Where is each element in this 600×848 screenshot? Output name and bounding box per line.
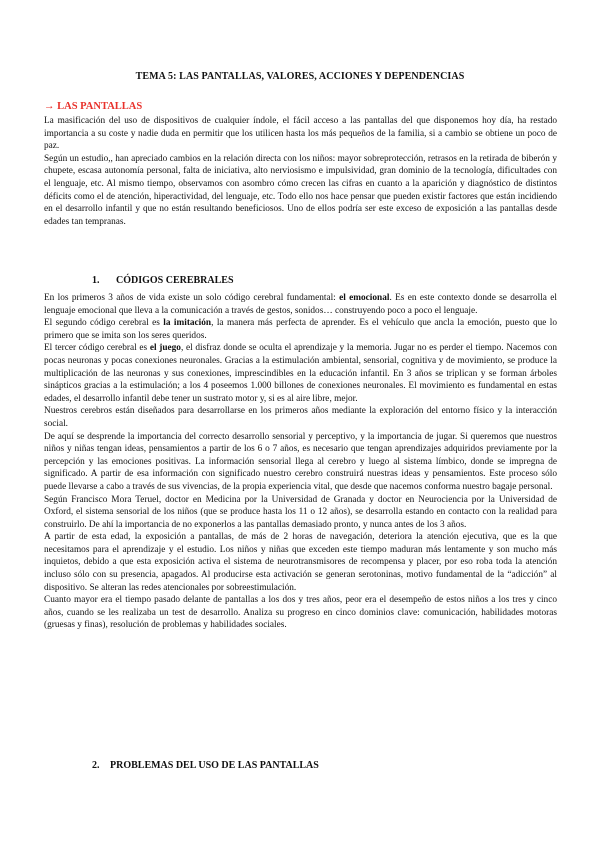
heading-text: PROBLEMAS DEL USO DE LAS PANTALLAS (110, 760, 319, 771)
section1-block (44, 292, 557, 632)
bold-emocional: el emocional (339, 293, 390, 303)
heading-problemas (92, 760, 319, 771)
bold-imitacion: la imitación (163, 318, 212, 329)
intro-block (44, 115, 557, 228)
section-label: → LAS PANTALLAS (44, 101, 143, 112)
bold-juego: el juego (149, 343, 181, 354)
intro-paragraph-2: Según un estudio,, han apreciado cambios en la relación directa con los niños: mayor sobreprotección, retrasos en la retirada de biberón y chupete, escasa autonomía personal, falta de iniciativa, alto nerviosismo e impulsividad, gran dominio de la tecnología, dificultades con el lenguaje, etc. Al mismo tiempo, observamos con asombro cómo crecen las cifras en cuanto a la aparición y diagnóstico de distintos déficits como el de atención, hiperactividad, del lenguaje, etc. Todo ello nos hace pensar que pueden existir factores que están incidiendo en el desarrollo infantil y que no están resultando beneficiosos. Uno de ellos podría ser este exceso de exposición a las pantallas desde edades tan tempranas. (44, 153, 557, 227)
paragraph-cerebros: Nuestros cerebros están diseñados para desarrollarse en los primeros años mediante la exploración del entorno físico y la interacción social. (44, 406, 557, 429)
heading-number: 2. (92, 760, 100, 771)
paragraph-exposicion: A partir de esta edad, la exposición a pantallas, de más de 2 horas de navegación, deteriora la atención ejecutiva, que es la que necesitamos para el aprendizaje y el estudio. Los niños y niñas que exceden este tiempo maduran más lentamente y son mucho más inquietos, debido a que esta exposición activa el sistema de neurotransmisores de recompensa y placer, por eso roba toda la atención incluso sólo con su presencia, apagados. Al producirse esta activación se generan serotoninas, motivo fundamental de la “adicción” al dispositivo. Se alteran las redes atencionales por sobreestimulación. (44, 532, 557, 593)
paragraph-mora-teruel: Según Francisco Mora Teruel, doctor en Medicina por la Universidad de Granada y doctor en Neurociencia por la Universidad de Oxford, el sistema sensorial de los niños (que se produce hasta los 11 o 12 años), se desarrolla estando en contacto con la realidad para construirlo. De ahí la importancia de no exponerlos a las pantallas demasiado pronto, y nunca antes de los 3 años. (44, 494, 557, 530)
paragraph-tiempo: Cuanto mayor era el tiempo pasado delante de pantallas a los dos y tres años, peor era el desempeño de estos niños a los tres y cinco años, cuando se les realizaba un test de desarrollo. Analiza su progreso en cinco dominios clave: comunicación, habilidades motoras (gruesas y finas), resolución de problemas y habilidades sociales. (44, 595, 557, 631)
heading-number: 1. (92, 275, 100, 286)
intro-paragraph-1: La masificación del uso de dispositivos de cualquier índole, el fácil acceso a las pantallas del que disponemos hoy día, ha restado importancia a su coste y nadie duda en permitir que los utilicen hasta los más pequeños de la familia, si a cambio se obtiene un poco de paz. (44, 116, 557, 152)
heading-text: CÓDIGOS CEREBRALES (116, 275, 234, 286)
paragraph-desarrollo: De aquí se desprende la importancia del correcto desarrollo sensorial y perceptivo, y la importancia de jugar. Si queremos que nuestros niños y niñas tengan ideas, pensamientos a partir de los 6 o 7 años, es necesario que tengan aprendizajes adquiridos previamente por la percepción y las emociones positivas. La información sensorial llega al cerebro y luego al sistema límbico, donde se impregna de significado. A partir de esa información con significado nuestro cerebro construirá nuestras ideas y pensamientos. Este proceso sólo puede llevarse a cabo a través de sus vivencias, de la propia experiencia vital, que desde que nacemos conforma nuestro bagaje personal. (44, 431, 557, 492)
paragraph-imitacion: El segundo código cerebral es la imitación, la manera más perfecta de aprender. Es el vehículo que ancla la emoción, puesto que lo primero que se imita son los seres queridos. (44, 318, 557, 341)
heading-codigos (92, 275, 234, 286)
document-title: TEMA 5: LAS PANTALLAS, VALORES, ACCIONES Y DEPENDENCIAS (135, 71, 465, 82)
paragraph-emocional: En los primeros 3 años de vida existe un solo código cerebral fundamental: el emocional. Es en este contexto donde se desarrolla el lenguaje emocional que lleva a la comunicación a través de gestos, sonidos… construyendo poco a poco el lenguaje. (44, 293, 557, 316)
paragraph-juego: El tercer código cerebral es el juego, el disfraz donde se oculta el aprendizaje y la memoria. Jugar no es perder el tiempo. Nacemos con pocas neuronas y pocas conexiones neuronales. Gracias a la estimulación ambiental, sensorial, cognitiva y de movimiento, se produce la multiplicación de las neuronas y sus conexiones, imprescindibles en la educación infantil. En 3 años se triplican y se forman árboles sinápticos gracias a la estimulación; a los 4 poseemos 1.000 billones de conexiones neuronales. El movimiento es fundamental en estas edades, el desarrollo infantil debe tener un sustrato motor y, si es al aire libre, mejor. (44, 343, 557, 404)
